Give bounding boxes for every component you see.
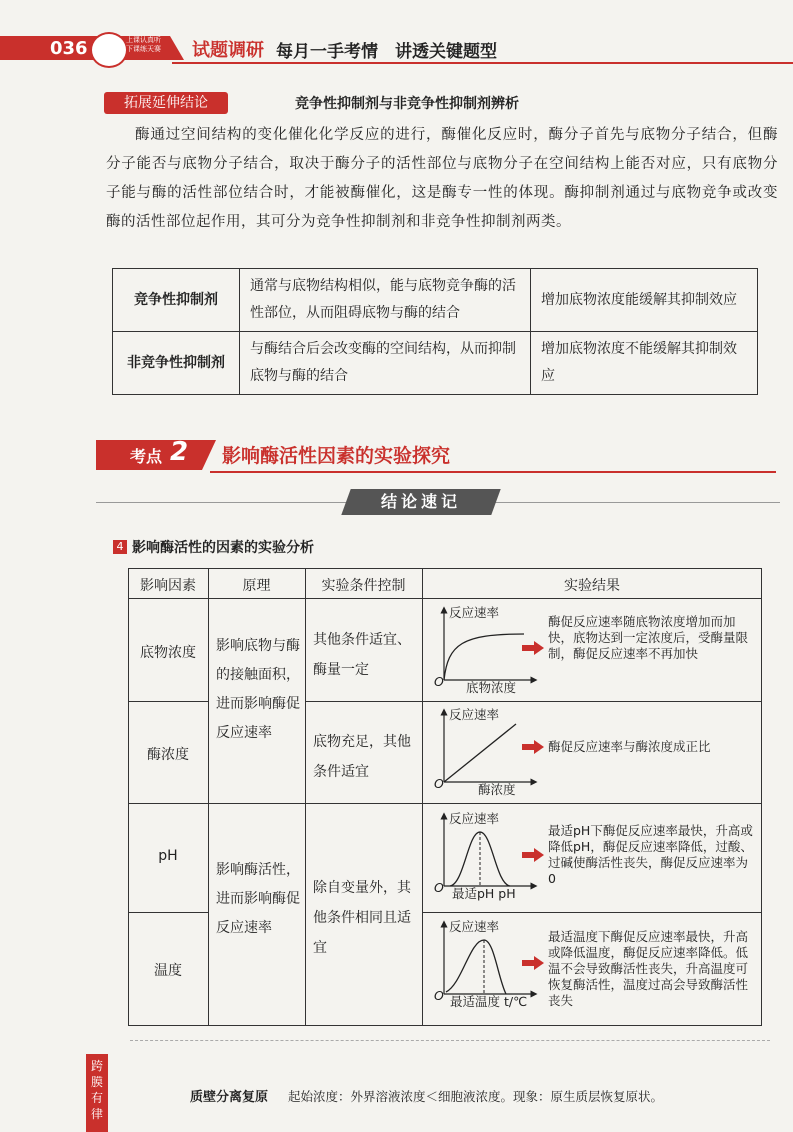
header-title: 试题调研	[192, 40, 264, 61]
right-arrow-icon	[522, 956, 544, 970]
header-factor: 影响因素	[140, 578, 196, 594]
inhibitor-effect: 增加底物浓度能缓解其抑制效应	[531, 269, 758, 332]
factor-temperature: 温度	[154, 963, 182, 979]
table-line	[422, 912, 762, 913]
table-line	[128, 598, 762, 599]
extension-paragraph: 酶通过空间结构的变化催化化学反应的进行，酶催化反应时，酶分子首先与底物分子结合，但酶分子能否与底物分子结合，取决于酶分子的活性部位与底物分子在空间结构上能否对应，只有底物分子能与酶的活性部位结合时，才能被酶催化，这是酶专一性的体现。酶抑制剂通过与底物竞争或改变酶的活性部位起作用，其可分为竞争性抑制剂和非竞争性抑制剂两类。	[106, 127, 778, 230]
graph-origin: O	[434, 674, 444, 689]
footer-tab: 跨膜有律	[86, 1054, 108, 1132]
table-line	[305, 701, 762, 702]
right-arrow-icon	[522, 641, 544, 655]
principle-2: 影响酶活性，进而影响酶促反应速率	[216, 862, 300, 936]
table-row	[113, 269, 758, 332]
footer-label: 质壁分离复原	[190, 1090, 269, 1105]
logo-text: 上课认真听 下课练天赛	[126, 36, 161, 53]
factor-enzyme: 酶浓度	[147, 747, 189, 763]
extension-tag: 拓展延伸结论	[104, 92, 228, 114]
header-divider	[172, 62, 793, 64]
graph-xlabel: 最适温度 t/℃	[450, 994, 528, 1009]
header-control: 实验条件控制	[321, 578, 406, 594]
page-header	[0, 28, 793, 70]
inhibitor-mechanism: 与酶结合后会改变酶的空间结构，从而抑制底物与酶的结合	[240, 332, 531, 395]
graph-origin: O	[434, 880, 444, 895]
graph-xlabel: 酶浓度	[478, 782, 516, 797]
conclusion-banner	[341, 489, 500, 515]
inhibitor-mechanism: 通常与底物结构相似，能与底物竞争酶的活性部位，从而阻碍底物与酶的结合	[240, 269, 531, 332]
control-3: 除自变量外，其他条件相同且适宜	[313, 880, 411, 956]
section-label: 考点	[130, 447, 163, 466]
extension-title: 竞争性抑制剂与非竞争性抑制剂辨析	[295, 96, 519, 112]
control-1: 其他条件适宜、酶量一定	[313, 632, 411, 678]
logo-icon	[90, 32, 128, 68]
section-divider	[210, 471, 776, 473]
graph-origin: O	[434, 776, 444, 791]
graph-ylabel: 反应速率	[449, 811, 500, 826]
subsection-title: 影响酶活性的因素的实验分析	[132, 540, 314, 556]
result-1: 酶促反应速率随底物浓度增加而加快，底物达到一定浓度后，受酶量限制，酶促反应速率不再加快	[548, 614, 749, 661]
inhibitor-table	[112, 268, 758, 395]
result-2: 酶促反应速率与酶浓度成正比	[548, 739, 711, 754]
section-title: 影响酶活性因素的实验探究	[222, 445, 451, 467]
graph-xlabel: 底物浓度	[466, 680, 517, 695]
principle-1: 影响底物与酶的接触面积，进而影响酶促反应速率	[216, 638, 300, 741]
graph-ylabel: 反应速率	[449, 919, 500, 934]
header-principle: 原理	[242, 578, 271, 594]
section-number: 2	[170, 437, 189, 467]
factor-substrate: 底物浓度	[140, 645, 196, 661]
footer-divider	[130, 1040, 770, 1041]
inhibitor-effect: 增加底物浓度不能缓解其抑制效应	[531, 332, 758, 395]
graph-ylabel: 反应速率	[449, 707, 500, 722]
control-2: 底物充足，其他条件适宜	[313, 734, 411, 780]
footer-text: 起始浓度：外界溶液浓度＜细胞液浓度。现象：原生质层恢复原状。	[288, 1089, 664, 1104]
table-line	[422, 568, 423, 1026]
table-line	[208, 568, 209, 1026]
header-result: 实验结果	[564, 578, 620, 594]
right-arrow-icon	[522, 848, 544, 862]
table-line	[128, 912, 208, 913]
graph-ylabel: 反应速率	[449, 605, 500, 620]
right-arrow-icon	[522, 740, 544, 754]
page-number: 036	[50, 38, 88, 59]
graph-origin: O	[434, 988, 444, 1003]
result-3: 最适pH下酶促反应速率最快，升高或降低pH，酶促反应速率降低，过酸、过碱使酶活性丧失，酶促反应速率为0	[548, 823, 753, 886]
banner-text: 结论速记	[380, 492, 461, 511]
inhibitor-name: 非竞争性抑制剂	[113, 332, 240, 395]
table-line	[128, 701, 208, 702]
table-line	[305, 568, 306, 1026]
inhibitor-name: 竞争性抑制剂	[113, 269, 240, 332]
result-4: 最适温度下酶促反应速率最快，升高或降低温度，酶促反应速率降低。低温不会导致酶活性丧失，升高温度可恢复酶活性，温度过高会导致酶活性丧失	[548, 929, 749, 1008]
table-line	[128, 803, 762, 804]
header-subtitle: 每月一手考情 讲透关键题型	[276, 42, 497, 62]
factor-ph: pH	[158, 848, 178, 864]
subsection-number: 4	[113, 540, 127, 554]
table-row	[113, 332, 758, 395]
graph-xlabel: 最适pH pH	[452, 886, 516, 901]
